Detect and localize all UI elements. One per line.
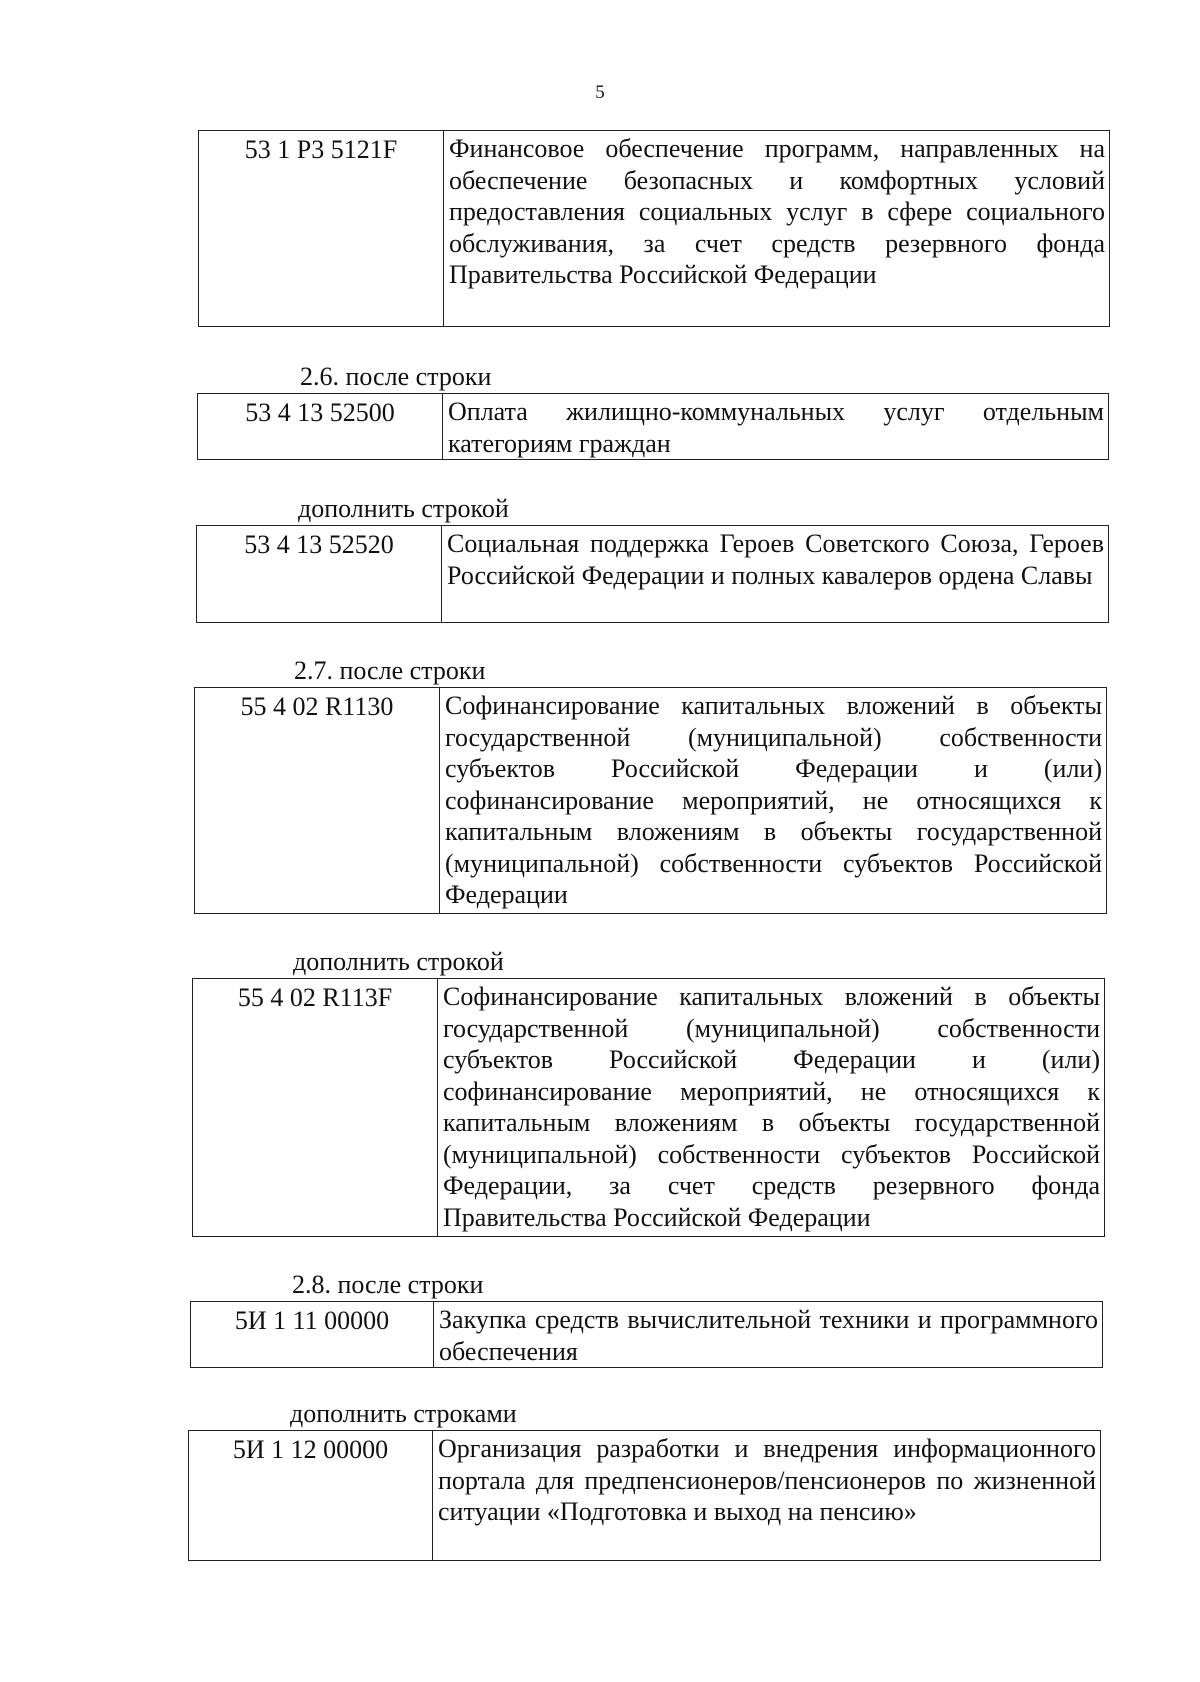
- budget-description: Социальная поддержка Героев Советского Союза, Героев Российской Федерации и полных кавалеров ордена Славы: [442, 526, 1109, 623]
- budget-description: Оплата жилищно-коммунальных услуг отдельным категориям граждан: [443, 394, 1109, 460]
- table-row: [199, 131, 1110, 327]
- budget-code: 55 4 02 R113F: [193, 979, 438, 1237]
- code-table-2: [197, 393, 1109, 460]
- code-table-6: [190, 1301, 1103, 1368]
- table-row: [191, 1302, 1103, 1368]
- page-number: 5: [595, 82, 605, 103]
- table-row: [197, 526, 1109, 623]
- section-intro-2-8: 2.8. после строки: [292, 1270, 484, 1299]
- budget-description: Софинансирование капитальных вложений в объекты государственной (муниципальной) собственности субъектов Российской Федерации и (или) софинансирование мероприятий, не относящихся к капитальным вложениям в объекты государственной (муниципальной) собственности субъектов Российской Федерации: [440, 688, 1107, 914]
- code-table-3: [196, 525, 1109, 623]
- code-table-7: [188, 1430, 1101, 1561]
- budget-code: 53 4 13 52500: [198, 394, 443, 460]
- budget-description: Финансовое обеспечение программ, направленных на обеспечение безопасных и комфортных условий предоставления социальных услуг в сфере социального обслуживания, за счет средств резервного фонда Правительства Российской Федерации: [444, 131, 1110, 327]
- budget-description: Софинансирование капитальных вложений в объекты государственной (муниципальной) собственности субъектов Российской Федерации и (или) софинансирование мероприятий, не относящихся к капитальным вложениям в объекты государственной (муниципальной) собственности субъектов Российской Федерации, за счет средств резервного фонда Правительства Российской Федерации: [438, 979, 1105, 1237]
- budget-code: 5И 1 12 00000: [189, 1431, 433, 1561]
- table-row: [193, 979, 1105, 1237]
- section-intro-2-6: 2.6. после строки: [300, 362, 492, 391]
- code-table-5: [192, 978, 1105, 1237]
- code-table-4: [194, 687, 1107, 914]
- section-intro-add-row: дополнить строкой: [298, 494, 509, 523]
- section-intro-add-row: дополнить строкой: [293, 947, 504, 976]
- table-row: [195, 688, 1107, 914]
- section-intro-2-7: 2.7. после строки: [294, 656, 486, 685]
- budget-code: 5И 1 11 00000: [191, 1302, 434, 1368]
- section-intro-add-rows: дополнить строками: [290, 1399, 517, 1428]
- budget-description: Организация разработки и внедрения информационного портала для предпенсионеров/пенсионеров по жизненной ситуации «Подготовка и выход на пенсию»: [433, 1431, 1101, 1561]
- code-table-1: [198, 130, 1110, 327]
- table-row: [198, 394, 1109, 460]
- budget-description: Закупка средств вычислительной техники и программного обеспечения: [434, 1302, 1103, 1368]
- budget-code: 53 1 P3 5121F: [199, 131, 444, 327]
- table-row: [189, 1431, 1101, 1561]
- budget-code: 53 4 13 52520: [197, 526, 442, 623]
- budget-code: 55 4 02 R1130: [195, 688, 440, 914]
